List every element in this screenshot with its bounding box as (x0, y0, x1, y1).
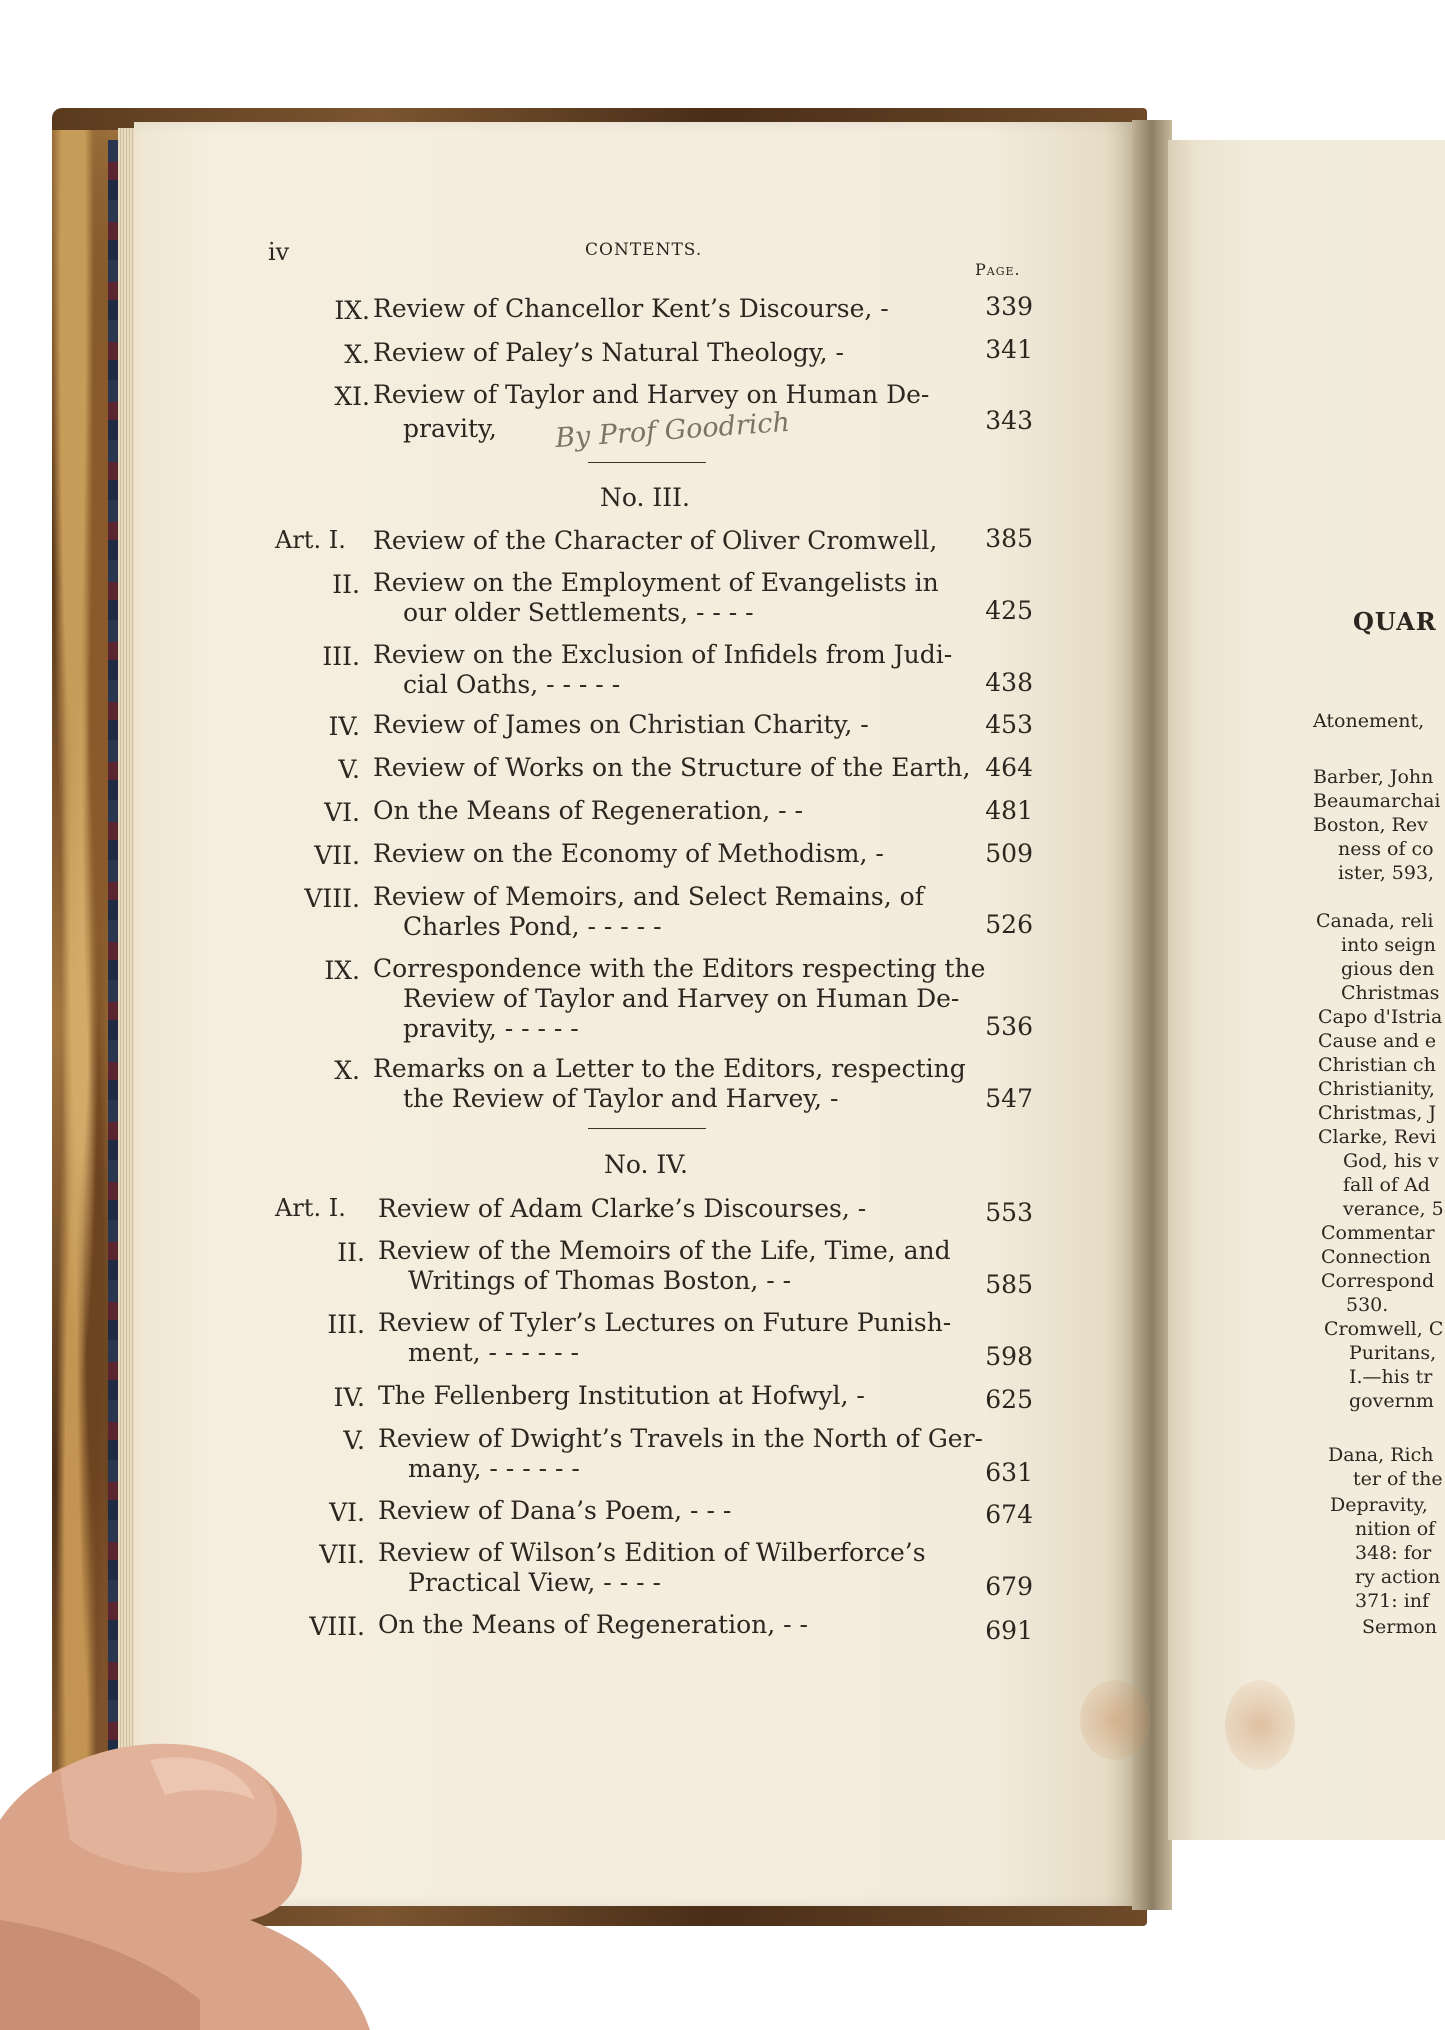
entry-title: The Fellenberg Institution at Hofwyl, - (378, 1381, 865, 1410)
index-line: nition of (1355, 1518, 1436, 1540)
entry-numeral: V. (343, 1426, 365, 1455)
entry-title: Review on the Employment of Evangelists in (373, 568, 939, 597)
index-line: verance, 5 (1343, 1198, 1444, 1220)
entry-page: 453 (985, 710, 1033, 739)
index-line: Depravity, (1330, 1494, 1428, 1516)
section-heading: No. III. (600, 483, 690, 512)
index-line: Christianity, (1318, 1078, 1435, 1100)
entry-page: 547 (985, 1084, 1033, 1113)
entry-numeral: Art. I. (275, 1194, 346, 1222)
entry-page: 425 (985, 596, 1033, 625)
entry-numeral: XI. (334, 382, 370, 411)
entry-numeral: X. (344, 340, 370, 369)
entry-page: 679 (985, 1572, 1033, 1601)
index-line: 348: for (1355, 1542, 1432, 1564)
entry-title: Correspondence with the Editors respecting the (373, 954, 986, 983)
entry-numeral: II. (337, 1238, 365, 1267)
running-head: CONTENTS. (585, 240, 703, 260)
entry-numeral: VI. (324, 798, 360, 827)
entry-title: Review of Tyler’s Lectures on Future Punish- (378, 1308, 952, 1337)
entry-page: 464 (985, 753, 1033, 782)
entry-numeral: VIII. (309, 1612, 365, 1641)
entry-title-continued: Practical View, - - - - (408, 1568, 661, 1597)
entry-title-continued: many, - - - - - - (408, 1454, 580, 1483)
book-gutter (1132, 120, 1172, 1910)
index-line: into seign (1341, 934, 1436, 956)
index-line: Sermon (1362, 1616, 1438, 1638)
entry-title: Review on the Economy of Methodism, - (373, 839, 884, 868)
index-line: ter of the (1353, 1468, 1443, 1490)
entry-numeral: X. (334, 1056, 360, 1085)
entry-page: 598 (985, 1342, 1033, 1371)
hand-holding-book (0, 1700, 370, 2030)
index-line: Puritans, (1349, 1342, 1437, 1364)
section-divider (588, 1128, 706, 1129)
entry-title: Review of Taylor and Harvey on Human De- (373, 380, 930, 409)
entry-page: 631 (985, 1458, 1033, 1487)
entry-title: Remarks on a Letter to the Editors, respecting (373, 1054, 966, 1083)
entry-title: Review of Paley’s Natural Theology, - (373, 338, 844, 367)
index-line: ry action (1355, 1566, 1441, 1588)
entry-numeral: VII. (319, 1540, 365, 1569)
section-divider (588, 462, 706, 463)
index-line: fall of Ad (1343, 1174, 1430, 1196)
entry-page: 341 (985, 335, 1033, 364)
entry-title: Review of Wilson’s Edition of Wilberforce’s (378, 1538, 926, 1567)
entry-numeral: IX. (324, 956, 360, 985)
entry-title-continued: Review of Taylor and Harvey on Human De- (403, 984, 960, 1013)
entry-title-continued: Charles Pond, - - - - - (403, 912, 662, 941)
entry-page: 674 (985, 1500, 1033, 1529)
index-line: Cause and e (1318, 1030, 1437, 1052)
entry-numeral: IX. (334, 296, 370, 325)
index-line: Connection (1321, 1246, 1431, 1268)
entry-title-continued: the Review of Taylor and Harvey, - (403, 1084, 839, 1113)
entry-title-continued: our older Settlements, - - - - (403, 598, 754, 627)
index-line: ness of co (1338, 838, 1434, 860)
index-line: Clarke, Revi (1318, 1126, 1437, 1148)
right-page-heading: QUAR (1353, 607, 1437, 636)
entry-title: Review of Adam Clarke’s Discourses, - (378, 1194, 867, 1223)
entry-numeral: V. (338, 755, 360, 784)
index-line: Cromwell, C (1324, 1318, 1444, 1340)
index-line: Commentar (1321, 1222, 1435, 1244)
index-line: 371: inf (1355, 1590, 1430, 1612)
index-line: Boston, Rev (1313, 814, 1428, 836)
entry-page: 625 (985, 1385, 1033, 1414)
entry-numeral: VIII. (304, 884, 360, 913)
index-line: Barber, John (1313, 766, 1434, 788)
entry-title: On the Means of Regeneration, - - (378, 1610, 808, 1639)
entry-page: 343 (985, 406, 1033, 435)
entry-numeral: IV. (333, 1383, 365, 1412)
entry-page: 553 (985, 1198, 1033, 1227)
index-line: God, his v (1343, 1150, 1439, 1172)
entry-numeral: Art. I. (275, 526, 346, 554)
entry-page: 339 (985, 292, 1033, 321)
entry-title: Review of the Memoirs of the Life, Time, and (378, 1236, 951, 1265)
entry-title: Review of Works on the Structure of the Earth, (373, 753, 971, 782)
entry-title: Review on the Exclusion of Infidels from Judi- (373, 640, 953, 669)
entry-title-continued: cial Oaths, - - - - - (403, 670, 621, 699)
index-line: ister, 593, (1338, 862, 1435, 884)
index-line: Christian ch (1318, 1054, 1436, 1076)
entry-numeral: IV. (328, 712, 360, 741)
index-line: 530. (1346, 1294, 1389, 1316)
entry-title: Review of Chancellor Kent’s Discourse, - (373, 294, 889, 323)
entry-title: Review of James on Christian Charity, - (373, 710, 869, 739)
index-line: Capo d'Istria (1318, 1006, 1443, 1028)
index-line: I.—his tr (1349, 1366, 1433, 1388)
entry-title-continued: Writings of Thomas Boston, - - (408, 1266, 792, 1295)
section-heading: No. IV. (604, 1150, 688, 1179)
entry-page: 509 (985, 839, 1033, 868)
entry-page: 691 (985, 1616, 1033, 1645)
entry-numeral: VII. (314, 841, 360, 870)
entry-page: 536 (985, 1012, 1033, 1041)
index-line: governm (1349, 1390, 1434, 1412)
foxing-stain (1080, 1680, 1150, 1760)
entry-page: 438 (985, 668, 1033, 697)
foxing-stain (1225, 1680, 1295, 1770)
page-column-label: Page. (975, 260, 1021, 279)
index-line: Dana, Rich (1328, 1444, 1434, 1466)
entry-title: Review of the Character of Oliver Cromwell, (373, 526, 938, 555)
entry-page: 481 (985, 796, 1033, 825)
entry-title-continued: ment, - - - - - - (408, 1338, 579, 1367)
entry-title: Review of Memoirs, and Select Remains, of (373, 882, 924, 911)
index-line: Christmas (1341, 982, 1440, 1004)
entry-title: Review of Dwight’s Travels in the North of Ger- (378, 1424, 983, 1453)
entry-page: 585 (985, 1270, 1033, 1299)
index-line: Atonement, (1313, 710, 1425, 732)
entry-page: 526 (985, 910, 1033, 939)
index-line: gious den (1341, 958, 1435, 980)
entry-numeral: II. (332, 570, 360, 599)
entry-page: 385 (985, 524, 1033, 553)
index-line: Correspond (1321, 1270, 1435, 1292)
entry-title-continued: pravity, - - - - - (403, 1014, 579, 1043)
entry-title: Review of Dana’s Poem, - - - (378, 1496, 732, 1525)
entry-numeral: VI. (329, 1498, 365, 1527)
index-line: Canada, reli (1316, 910, 1434, 932)
entry-numeral: III. (322, 642, 360, 671)
index-line: Christmas, J (1318, 1102, 1437, 1124)
entry-title: On the Means of Regeneration, - - (373, 796, 803, 825)
page-number: iv (268, 238, 290, 266)
handwritten-note: By Prof Goodrich (554, 406, 791, 455)
entry-numeral: III. (327, 1310, 365, 1339)
entry-title-continued: pravity, (403, 414, 497, 443)
index-line: Beaumarchai (1313, 790, 1441, 812)
